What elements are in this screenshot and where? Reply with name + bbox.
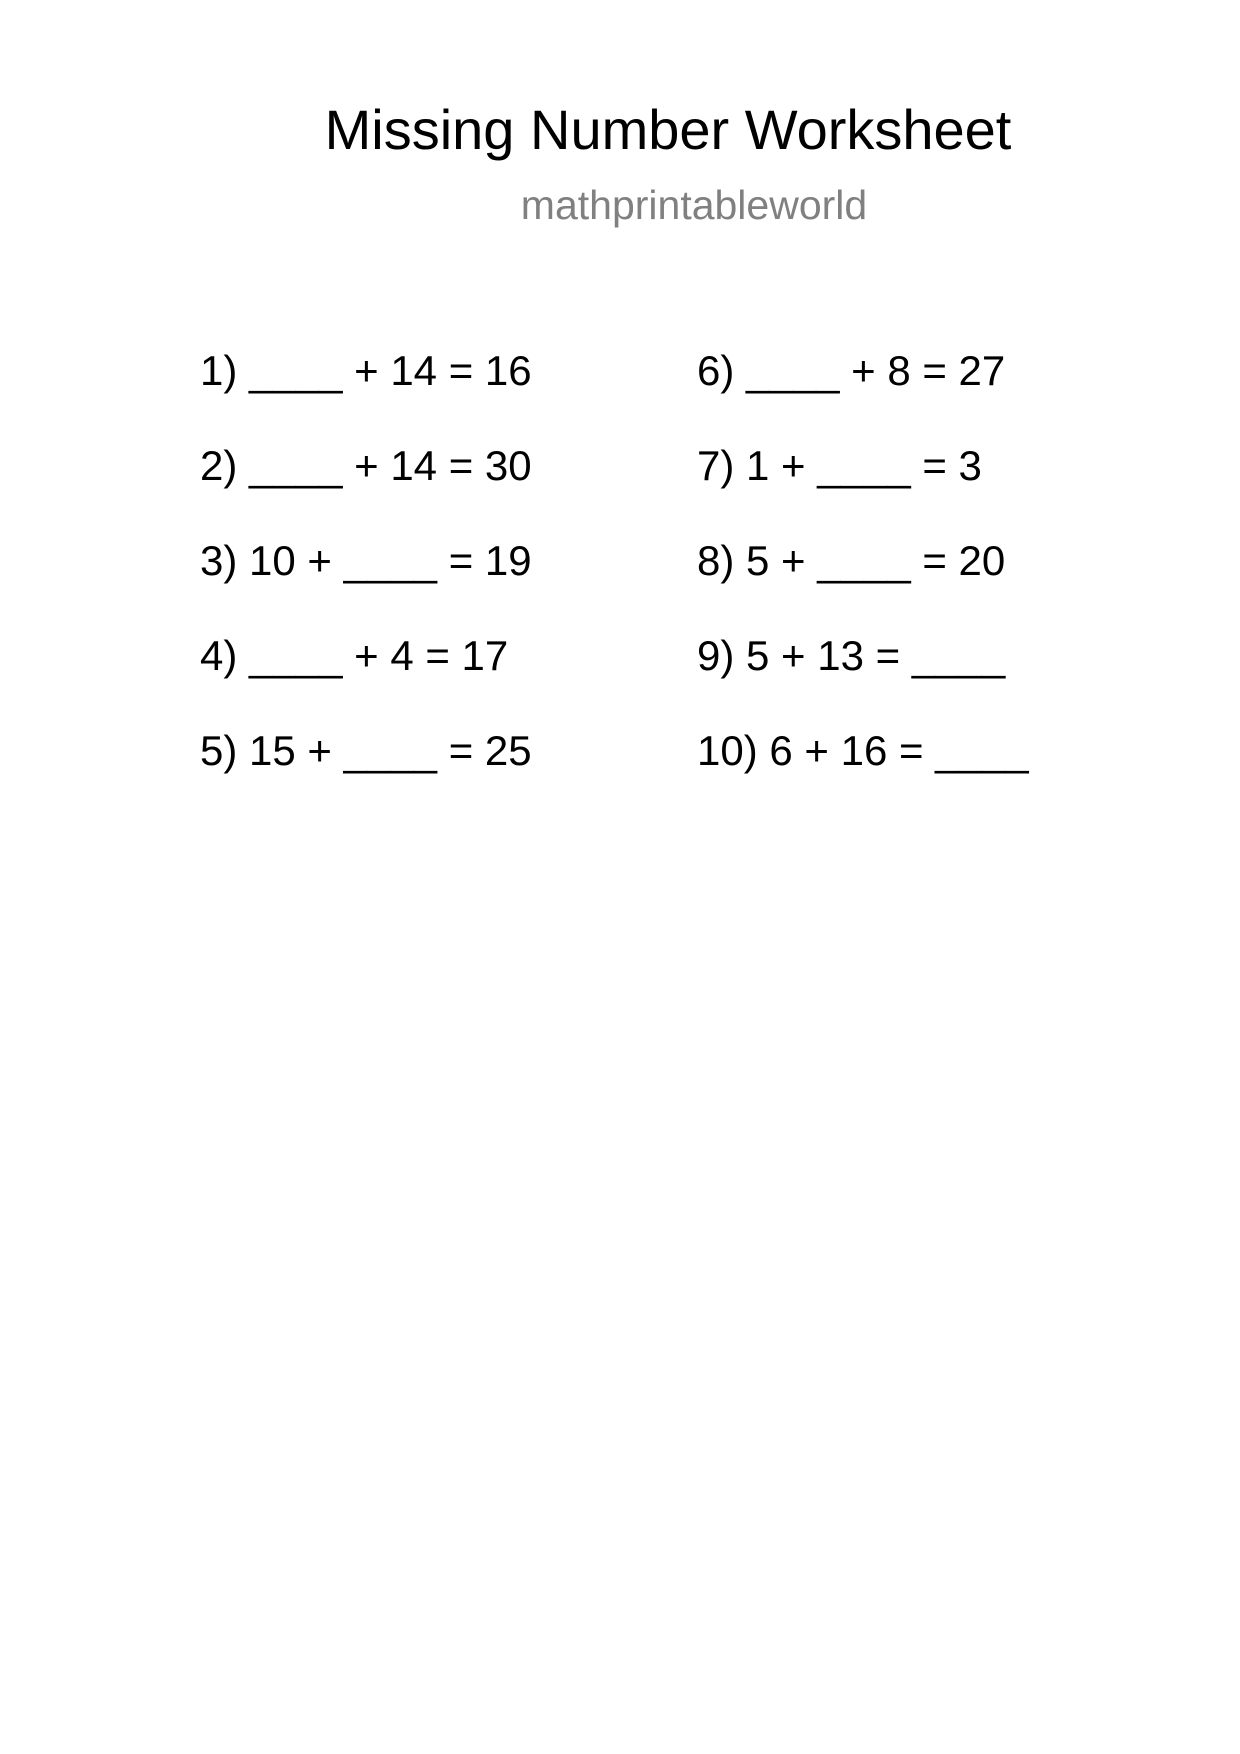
problem-7: 7) 1 + ____ = 3	[697, 442, 982, 489]
problem-2: 2) ____ + 14 = 30	[200, 442, 532, 489]
problem-4: 4) ____ + 4 = 17	[200, 632, 509, 679]
problem-9: 9) 5 + 13 = ____	[697, 632, 1006, 679]
worksheet-title: Missing Number Worksheet	[324, 98, 1012, 161]
problem-5: 5) 15 + ____ = 25	[200, 727, 532, 774]
worksheet-subtitle: mathprintableworld	[520, 182, 868, 228]
problem-6: 6) ____ + 8 = 27	[697, 347, 1006, 394]
problem-1: 1) ____ + 14 = 16	[200, 347, 532, 394]
problem-8: 8) 5 + ____ = 20	[697, 537, 1006, 584]
problem-3: 3) 10 + ____ = 19	[200, 537, 532, 584]
problem-10: 10) 6 + 16 = ____	[697, 727, 1029, 774]
